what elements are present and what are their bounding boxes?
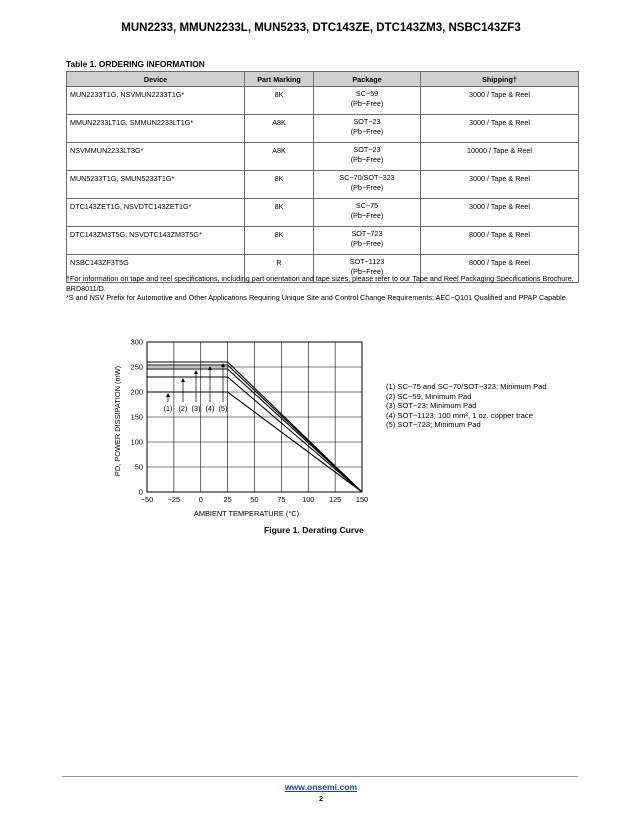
package-subtitle: (Pb−Free) [350,126,384,136]
cell-shipping: 3000 / Tape & Reel [421,87,579,115]
x-tick-label: −25 [167,495,181,504]
column-header-part-marking: Part Marking [245,72,314,87]
cell-part-marking: 8K [245,171,314,199]
package-name: SC−59 [355,89,379,98]
cell-shipping: 8000 / Tape & Reel [421,227,579,255]
package-subtitle: (Pb−Free) [350,238,384,248]
package-name: SOT−723 [351,229,383,238]
cell-shipping: 3000 / Tape & Reel [421,171,579,199]
x-tick-label: 0 [198,495,203,504]
cell-part-marking: A8K [245,143,314,171]
cell-shipping: 3000 / Tape & Reel [421,115,579,143]
x-tick-label: 100 [302,495,315,504]
page-header: MUN2233, MMUN2233L, MUN5233, DTC143ZE, DTC143ZM3, NSBC143ZF3 [121,22,521,34]
package-subtitle: (Pb−Free) [350,182,384,192]
package-name: SOT−1123 [349,257,385,266]
cell-device: DTC143ZM3T5G, NSVDTC143ZM3T5G* [67,227,245,255]
annotation-label: (3) [191,404,201,413]
column-header-package: Package [314,72,421,87]
page-number: 2 [318,794,324,803]
y-tick-label: 200 [130,387,143,397]
y-tick-label: 300 [130,337,143,347]
chart-legend [386,382,547,430]
x-tick-label: 50 [250,495,259,504]
footnote-asterisk: *S and NSV Prefix for Automotive and Other Applications Requiring Unique Site and Control Change Requirements; AEC−Q101 Qualified and PPAP Capable. [66,293,568,302]
column-header-shipping: Shipping† [421,72,579,87]
x-tick-label: 75 [277,495,286,504]
cell-part-marking: R [245,255,314,283]
legend-item: (4) SOT−1123; 100 mm², 1 oz. copper trace [386,410,533,420]
column-header-device: Device [67,72,245,87]
x-tick-label: 125 [328,495,342,504]
annotation-label: (5) [218,404,228,413]
package-name: SOT−23 [353,117,381,126]
cell-part-marking: 8K [245,227,314,255]
package-subtitle: (Pb−Free) [350,154,384,164]
y-tick-label: 0 [138,487,143,497]
y-axis-label: PD, POWER DISSIPATION (mW) [113,365,122,477]
annotation-arrow-head [194,370,198,374]
figure-caption: Figure 1. Derating Curve [264,525,364,535]
x-tick-label: −50 [140,495,154,504]
legend-item: (3) SOT−23; Minimum Pad [386,401,477,411]
cell-part-marking: A8K [245,115,314,143]
y-tick-label: 150 [130,412,143,422]
cell-device: MMUN2233LT1G, SMMUN2233LT1G* [67,115,245,143]
footnote-dagger: †For information on tape and reel specifications, including part orientation and tape sizes, please refer to our Tape and Reel Packaging Specifications Brochure, BRD8011/D. [66,274,574,293]
cell-device: DTC143ZET1G, NSVDTC143ZET1G* [67,199,245,227]
cell-device: MUN2233T1G, NSVMUN2233T1G* [67,87,245,115]
cell-part-marking: 8K [245,87,314,115]
cell-part-marking: 8K [245,199,314,227]
package-name: SC−75 [355,201,379,210]
cell-shipping: 10000 / Tape & Reel [421,143,579,171]
y-tick-label: 100 [130,437,143,447]
legend-item: (5) SOT−723; Minimum Pad [386,420,481,430]
cell-shipping: 3000 / Tape & Reel [421,199,579,227]
footer-website-link[interactable]: www.onsemi.com [284,782,358,792]
y-tick-label: 50 [134,462,143,472]
annotation-arrow-head [166,393,170,397]
annotation-label: (2) [178,404,188,413]
annotation-label: (4) [205,404,215,413]
footer-divider [62,776,578,777]
x-tick-label: 25 [223,495,232,504]
cell-device: NSVMMUN2233LT3G* [67,143,245,171]
package-subtitle: (Pb−Free) [350,266,384,276]
legend-item: (1) SC−75 and SC−70/SOT−323; Minimum Pad [386,382,547,391]
annotation-label: (1) [163,404,173,413]
table-title: Table 1. ORDERING INFORMATION [66,59,205,69]
x-tick-label: 150 [355,495,369,504]
package-name: SOT−23 [353,145,381,154]
package-subtitle: (Pb−Free) [350,98,384,108]
y-tick-label: 250 [130,362,143,372]
cell-device: MUN5233T1G, SMUN5233T1G* [67,171,245,199]
legend-item: (2) SC−59; Minimum Pad [386,391,472,401]
package-name: SC−70/SOT−323 [339,173,395,182]
cell-shipping: 8000 / Tape & Reel [421,255,579,283]
annotation-arrow-head [181,378,185,382]
cell-device: NSBC143ZF3T5G [67,255,245,283]
annotation-arrow-head [208,366,212,370]
package-subtitle: (Pb−Free) [350,210,384,220]
x-axis-label: AMBIENT TEMPERATURE (°C) [193,509,300,518]
